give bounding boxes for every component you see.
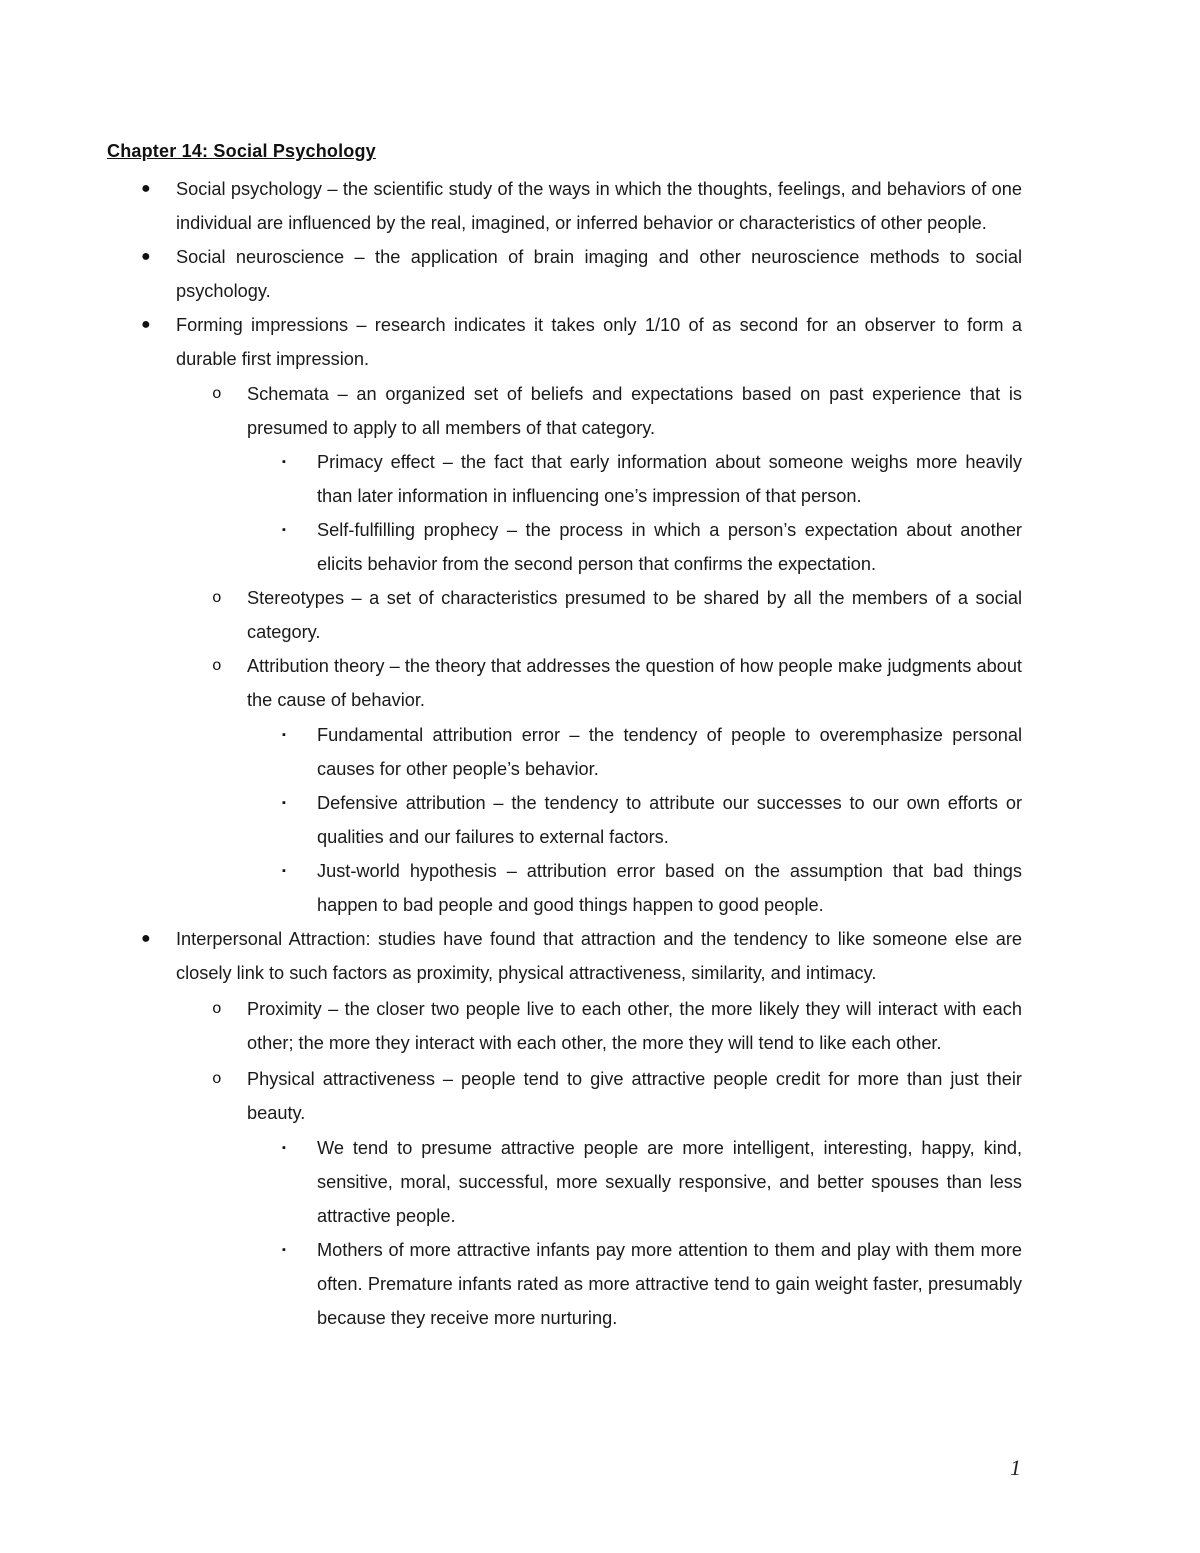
outline-item-text: We tend to presume attractive people are more intelligent, interesting, happy, kind, sensitive, moral, successful, more sexually responsive, and better spouses than less attractive people. (317, 1138, 1022, 1226)
outline-item-level-1 (0, 172, 1022, 240)
bullet-circle-icon: o (212, 1000, 222, 1018)
outline-item-text: Defensive attribution – the tendency to attribute our successes to our own efforts or qualities and our failures to external factors. (317, 793, 1022, 847)
outline-item-text: Fundamental attribution error – the tendency of people to overemphasize personal causes for other people’s behavior. (317, 725, 1022, 779)
outline-item-text: Just-world hypothesis – attribution error based on the assumption that bad things happen to bad people and good things happen to good people. (317, 861, 1022, 915)
bullet-circle-icon: o (212, 1070, 222, 1088)
bullet-disc-icon: ● (141, 248, 151, 265)
outline-item-level-3 (0, 718, 1022, 786)
bullet-disc-icon: ● (141, 930, 151, 947)
outline-item-level-3 (0, 1233, 1022, 1335)
bullet-square-icon: ▪ (282, 1244, 286, 1256)
bullet-square-icon: ▪ (282, 456, 286, 468)
outline-item-level-3 (0, 445, 1022, 513)
outline-item-level-3 (0, 854, 1022, 922)
outline-item-text: Social neuroscience – the application of brain imaging and other neuroscience methods to social psychology. (176, 247, 1022, 301)
outline-item-text: Primacy effect – the fact that early information about someone weighs more heavily than later information in influencing one’s impression of that person. (317, 452, 1022, 506)
outline-item-level-2 (0, 581, 1022, 649)
outline-item-level-2 (0, 1062, 1022, 1130)
bullet-circle-icon: o (212, 657, 222, 675)
outline-item-level-2 (0, 992, 1022, 1060)
outline-item-text: Mothers of more attractive infants pay more attention to them and play with them more often. Premature infants rated as more attractive tend to gain weight faster, presumably because they receive more nurturing. (317, 1240, 1022, 1328)
outline-item-text: Proximity – the closer two people live to each other, the more likely they will interact with each other; the more they interact with each other, the more they will tend to like each other. (247, 999, 1022, 1053)
bullet-circle-icon: o (212, 385, 222, 403)
bullet-square-icon: ▪ (282, 797, 286, 809)
bullet-disc-icon: ● (141, 316, 151, 333)
outline-item-level-1 (0, 240, 1022, 308)
outline-item-text: Interpersonal Attraction: studies have found that attraction and the tendency to like someone else are closely link to such factors as proximity, physical attractiveness, similarity, and intimacy. (176, 929, 1022, 983)
outline-item-level-3 (0, 513, 1022, 581)
outline-item-level-2 (0, 377, 1022, 445)
page-title: Chapter 14: Social Psychology (107, 141, 376, 161)
outline-item-text: Forming impressions – research indicates it takes only 1/10 of as second for an observer to form a durable first impression. (176, 315, 1022, 369)
bullet-disc-icon: ● (141, 180, 151, 197)
outline-item-level-1 (0, 308, 1022, 376)
outline-item-text: Physical attractiveness – people tend to give attractive people credit for more than just their beauty. (247, 1069, 1022, 1123)
outline-list (0, 172, 1200, 1335)
outline-item-text: Social psychology – the scientific study of the ways in which the thoughts, feelings, and behaviors of one individual are influenced by the real, imagined, or inferred behavior or characteristics of other people. (176, 179, 1022, 233)
outline-item-level-3 (0, 786, 1022, 854)
outline-item-level-2 (0, 649, 1022, 717)
page-number: 1 (1010, 1455, 1021, 1480)
bullet-square-icon: ▪ (282, 729, 286, 741)
bullet-circle-icon: o (212, 589, 222, 607)
outline-item-text: Attribution theory – the theory that addresses the question of how people make judgments about the cause of behavior. (247, 656, 1022, 710)
bullet-square-icon: ▪ (282, 865, 286, 877)
outline-item-text: Self-fulfilling prophecy – the process in which a person’s expectation about another elicits behavior from the second person that confirms the expectation. (317, 520, 1022, 574)
outline-item-text: Stereotypes – a set of characteristics presumed to be shared by all the members of a social category. (247, 588, 1022, 642)
bullet-square-icon: ▪ (282, 524, 286, 536)
outline-item-text: Schemata – an organized set of beliefs and expectations based on past experience that is presumed to apply to all members of that category. (247, 384, 1022, 438)
bullet-square-icon: ▪ (282, 1142, 286, 1154)
outline-item-level-3 (0, 1131, 1022, 1233)
outline-item-level-1 (0, 922, 1022, 990)
